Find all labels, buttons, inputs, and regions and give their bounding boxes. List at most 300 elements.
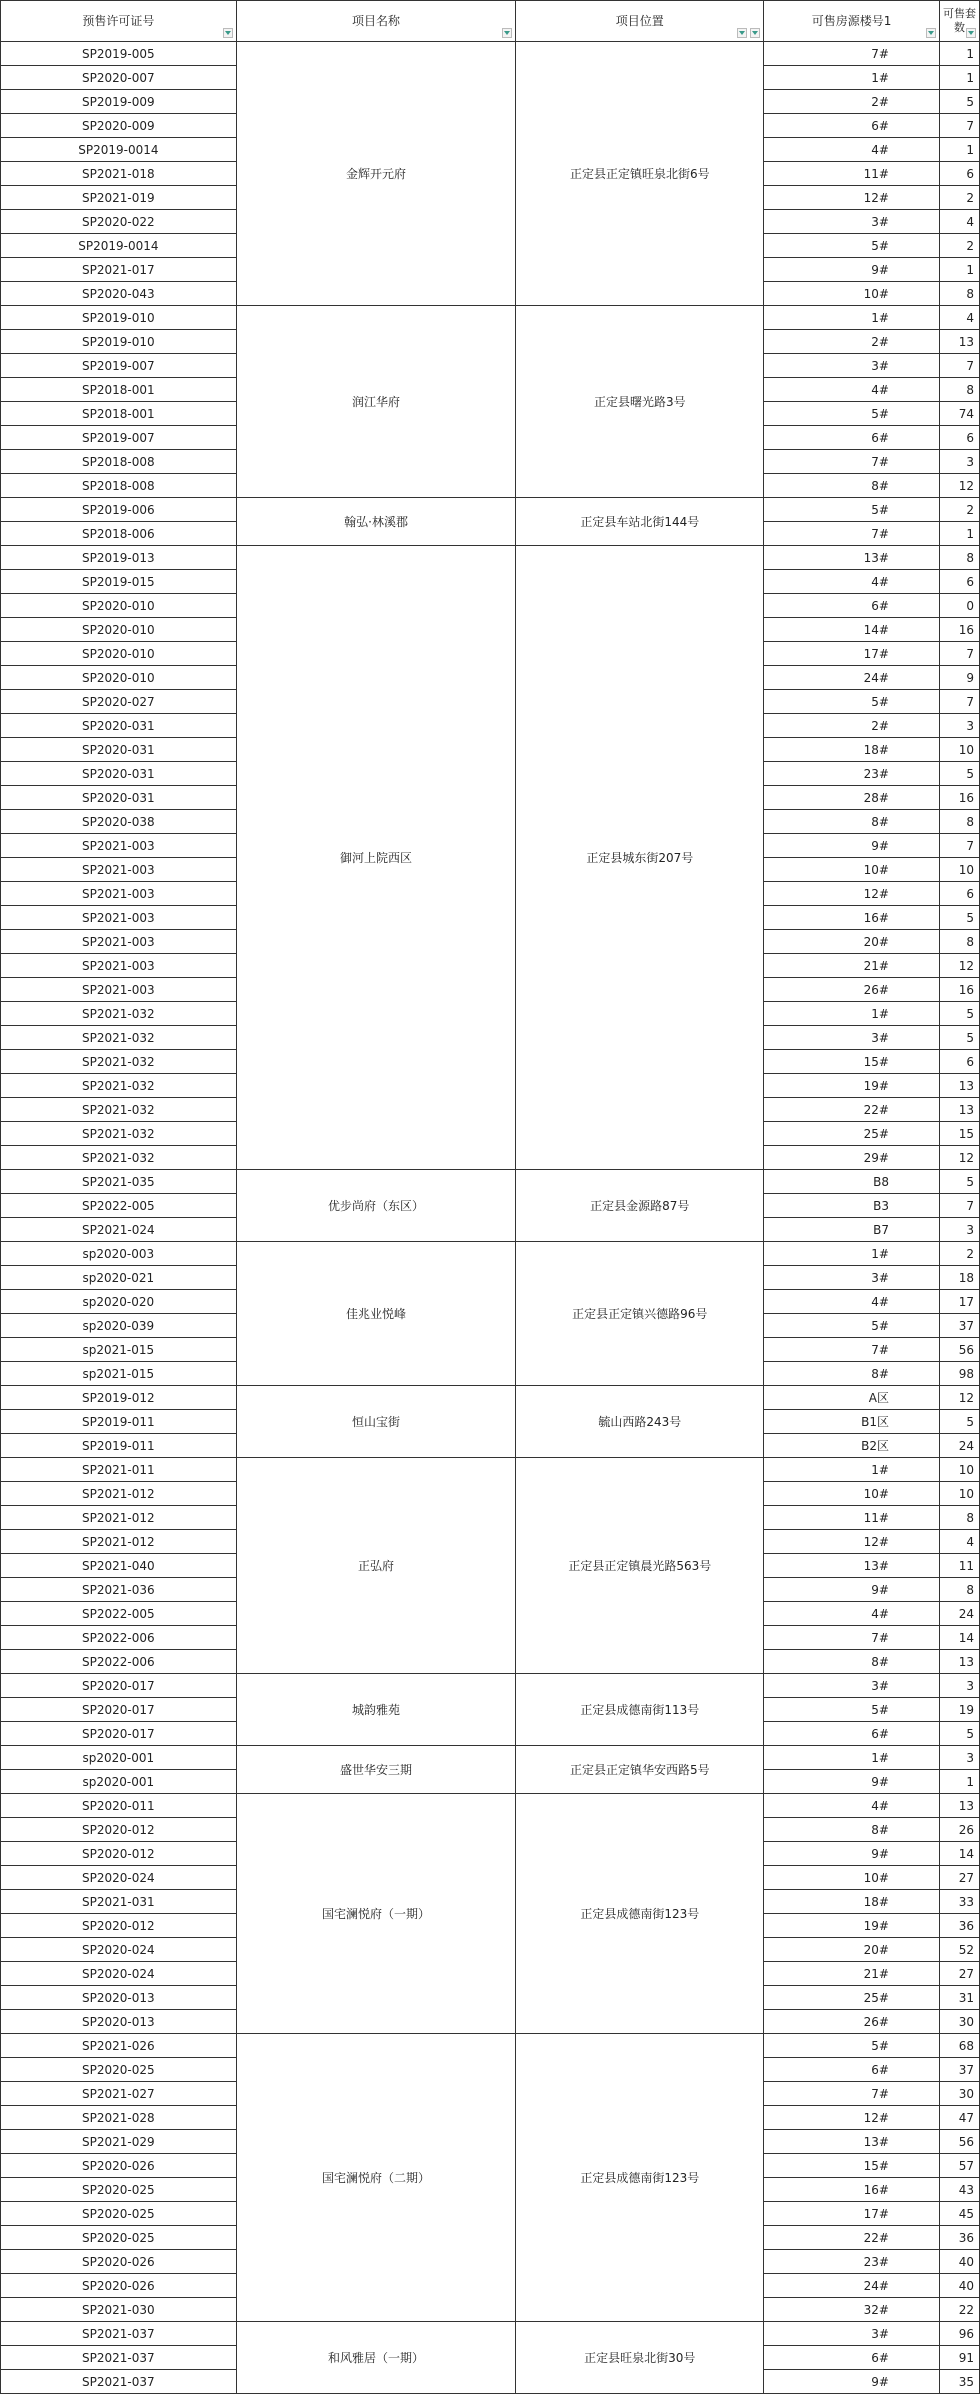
units-cell: 37 (939, 2058, 979, 2082)
building-cell: 26# (764, 978, 940, 1002)
permit-cell: SP2019-011 (1, 1410, 237, 1434)
project-name-cell: 国宅澜悦府（一期） (236, 1794, 516, 2034)
permit-cell: SP2020-013 (1, 2010, 237, 2034)
units-cell: 14 (939, 1842, 979, 1866)
header-project (236, 1, 516, 42)
units-cell: 98 (939, 1362, 979, 1386)
filter-dropdown-icon[interactable] (966, 28, 976, 38)
table-row (1, 498, 980, 522)
units-cell: 8 (939, 1578, 979, 1602)
building-cell: 29# (764, 1146, 940, 1170)
units-cell: 6 (939, 426, 979, 450)
project-name-cell: 御河上院西区 (236, 546, 516, 1170)
project-location-cell: 正定县成德南街113号 (516, 1674, 764, 1746)
units-cell: 1 (939, 1770, 979, 1794)
units-cell: 56 (939, 2130, 979, 2154)
units-cell: 5 (939, 90, 979, 114)
building-cell: 8# (764, 1362, 940, 1386)
permit-cell: SP2020-027 (1, 690, 237, 714)
permit-cell: SP2022-006 (1, 1650, 237, 1674)
permit-cell: SP2020-024 (1, 1962, 237, 1986)
permit-cell: SP2021-040 (1, 1554, 237, 1578)
permit-cell: SP2019-009 (1, 90, 237, 114)
permit-cell: SP2018-008 (1, 450, 237, 474)
building-cell: 11# (764, 1506, 940, 1530)
building-cell: B1区 (764, 1410, 940, 1434)
table-row (1, 1458, 980, 1482)
building-cell: 1# (764, 66, 940, 90)
units-cell: 27 (939, 1962, 979, 1986)
permit-cell: SP2020-012 (1, 1842, 237, 1866)
units-cell: 3 (939, 714, 979, 738)
building-cell: 11# (764, 162, 940, 186)
building-cell: 5# (764, 2034, 940, 2058)
project-name-cell: 优步尚府（东区） (236, 1170, 516, 1242)
units-cell: 13 (939, 1650, 979, 1674)
table-row (1, 2034, 980, 2058)
units-cell: 43 (939, 2178, 979, 2202)
building-cell: 32# (764, 2298, 940, 2322)
building-cell: 23# (764, 2250, 940, 2274)
permit-cell: SP2021-037 (1, 2346, 237, 2370)
project-location-cell: 正定县成德南街123号 (516, 2034, 764, 2322)
units-cell: 30 (939, 2082, 979, 2106)
building-cell: 4# (764, 378, 940, 402)
building-cell: 28# (764, 786, 940, 810)
permit-cell: SP2019-010 (1, 306, 237, 330)
project-location-cell: 正定县旺泉北街30号 (516, 2322, 764, 2394)
building-cell: 3# (764, 1266, 940, 1290)
units-cell: 4 (939, 1530, 979, 1554)
permit-cell: SP2021-003 (1, 858, 237, 882)
units-cell: 24 (939, 1602, 979, 1626)
permit-cell: SP2021-032 (1, 1074, 237, 1098)
permit-cell: SP2018-001 (1, 378, 237, 402)
building-cell: 8# (764, 474, 940, 498)
project-name-cell: 佳兆业悦峰 (236, 1242, 516, 1386)
units-cell: 2 (939, 186, 979, 210)
units-cell: 18 (939, 1266, 979, 1290)
permit-cell: SP2021-028 (1, 2106, 237, 2130)
project-location-cell: 正定县城东街207号 (516, 546, 764, 1170)
permit-cell: SP2020-026 (1, 2154, 237, 2178)
building-cell: A区 (764, 1386, 940, 1410)
permit-cell: SP2021-003 (1, 930, 237, 954)
units-cell: 3 (939, 1218, 979, 1242)
units-cell: 5 (939, 762, 979, 786)
permit-cell: SP2020-031 (1, 738, 237, 762)
building-cell: 22# (764, 1098, 940, 1122)
permit-cell: SP2020-010 (1, 642, 237, 666)
building-cell: 20# (764, 1938, 940, 1962)
project-location-cell: 正定县正定镇兴德路96号 (516, 1242, 764, 1386)
building-cell: 9# (764, 258, 940, 282)
permit-cell: SP2021-011 (1, 1458, 237, 1482)
building-cell: 8# (764, 810, 940, 834)
building-cell: 18# (764, 738, 940, 762)
permit-cell: SP2020-038 (1, 810, 237, 834)
permit-cell: SP2022-005 (1, 1602, 237, 1626)
units-cell: 10 (939, 858, 979, 882)
table-row (1, 1170, 980, 1194)
permit-cell: SP2020-007 (1, 66, 237, 90)
units-cell: 5 (939, 1410, 979, 1434)
permit-cell: SP2021-003 (1, 906, 237, 930)
permit-cell: SP2020-022 (1, 210, 237, 234)
header-project-label: 项目名称 (352, 14, 401, 28)
permit-cell: SP2020-017 (1, 1674, 237, 1698)
project-name-cell: 金辉开元府 (236, 42, 516, 306)
units-cell: 74 (939, 402, 979, 426)
units-cell: 14 (939, 1626, 979, 1650)
permit-cell: SP2019-015 (1, 570, 237, 594)
building-cell: 23# (764, 762, 940, 786)
filter-dropdown-icon[interactable] (926, 28, 936, 38)
permit-cell: SP2021-019 (1, 186, 237, 210)
permit-cell: SP2020-009 (1, 114, 237, 138)
permit-cell: SP2021-037 (1, 2322, 237, 2346)
project-location-cell: 正定县金源路87号 (516, 1170, 764, 1242)
building-cell: 3# (764, 1026, 940, 1050)
permit-cell: SP2021-032 (1, 1002, 237, 1026)
permit-cell: SP2018-008 (1, 474, 237, 498)
units-cell: 36 (939, 2226, 979, 2250)
permit-cell: SP2021-027 (1, 2082, 237, 2106)
header-building-label: 可售房源楼号1 (811, 14, 892, 28)
permit-cell: SP2019-0014 (1, 138, 237, 162)
units-cell: 36 (939, 1914, 979, 1938)
units-cell: 47 (939, 2106, 979, 2130)
permit-cell: SP2020-025 (1, 2202, 237, 2226)
building-cell: 7# (764, 2082, 940, 2106)
permit-cell: SP2021-017 (1, 258, 237, 282)
units-cell: 3 (939, 1746, 979, 1770)
units-cell: 10 (939, 738, 979, 762)
header-units-label: 可售套数 (942, 7, 976, 34)
permit-cell: SP2020-017 (1, 1722, 237, 1746)
permit-cell: SP2021-026 (1, 2034, 237, 2058)
building-cell: 21# (764, 954, 940, 978)
building-cell: 21# (764, 1962, 940, 1986)
units-cell: 4 (939, 210, 979, 234)
units-cell: 27 (939, 1866, 979, 1890)
permit-cell: SP2020-017 (1, 1698, 237, 1722)
permit-cell: SP2022-005 (1, 1194, 237, 1218)
units-cell: 13 (939, 1098, 979, 1122)
permit-cell: SP2020-031 (1, 762, 237, 786)
units-cell: 16 (939, 618, 979, 642)
units-cell: 5 (939, 1002, 979, 1026)
units-cell: 8 (939, 546, 979, 570)
units-cell: 5 (939, 1026, 979, 1050)
units-cell: 10 (939, 1458, 979, 1482)
units-cell: 6 (939, 1050, 979, 1074)
units-cell: 12 (939, 954, 979, 978)
table-body (1, 42, 980, 2394)
building-cell: 1# (764, 1002, 940, 1026)
building-cell: 19# (764, 1914, 940, 1938)
units-cell: 7 (939, 690, 979, 714)
building-cell: 14# (764, 618, 940, 642)
permit-cell: SP2021-031 (1, 1890, 237, 1914)
units-cell: 31 (939, 1986, 979, 2010)
units-cell: 96 (939, 2322, 979, 2346)
permit-cell: SP2020-031 (1, 714, 237, 738)
building-cell: 22# (764, 2226, 940, 2250)
building-cell: 5# (764, 1698, 940, 1722)
building-cell: 16# (764, 2178, 940, 2202)
permit-cell: SP2020-043 (1, 282, 237, 306)
permit-cell: SP2021-012 (1, 1530, 237, 1554)
permit-cell: SP2020-026 (1, 2274, 237, 2298)
table-row (1, 1242, 980, 1266)
building-cell: 20# (764, 930, 940, 954)
permit-cell: SP2021-003 (1, 834, 237, 858)
units-cell: 1 (939, 258, 979, 282)
units-cell: 5 (939, 1722, 979, 1746)
project-location-cell: 正定县正定镇旺泉北街6号 (516, 42, 764, 306)
units-cell: 6 (939, 882, 979, 906)
units-cell: 8 (939, 810, 979, 834)
table-row (1, 1386, 980, 1410)
permit-cell: SP2020-010 (1, 618, 237, 642)
units-cell: 40 (939, 2250, 979, 2274)
permit-cell: SP2020-025 (1, 2058, 237, 2082)
project-name-cell: 翰弘·林溪郡 (236, 498, 516, 546)
header-permit (1, 1, 237, 42)
building-cell: 15# (764, 1050, 940, 1074)
project-name-cell: 国宅澜悦府（二期） (236, 2034, 516, 2322)
building-cell: 5# (764, 234, 940, 258)
building-cell: 19# (764, 1074, 940, 1098)
units-cell: 33 (939, 1890, 979, 1914)
permit-cell: SP2021-012 (1, 1482, 237, 1506)
units-cell: 7 (939, 642, 979, 666)
project-location-cell: 正定县正定镇晨光路563号 (516, 1458, 764, 1674)
building-cell: 5# (764, 1314, 940, 1338)
permit-cell: SP2021-003 (1, 978, 237, 1002)
units-cell: 7 (939, 354, 979, 378)
permit-cell: SP2019-006 (1, 498, 237, 522)
permit-cell: SP2020-010 (1, 666, 237, 690)
permit-cell: SP2020-025 (1, 2226, 237, 2250)
permit-cell: SP2021-032 (1, 1122, 237, 1146)
permit-cell: SP2020-031 (1, 786, 237, 810)
building-cell: 12# (764, 2106, 940, 2130)
permit-cell: SP2019-012 (1, 1386, 237, 1410)
building-cell: 3# (764, 210, 940, 234)
building-cell: 7# (764, 1626, 940, 1650)
building-cell: 6# (764, 2346, 940, 2370)
project-location-cell: 毓山西路243号 (516, 1386, 764, 1458)
building-cell: 24# (764, 2274, 940, 2298)
filter-dropdown-icon[interactable] (737, 28, 747, 38)
table-row (1, 546, 980, 570)
units-cell: 17 (939, 1290, 979, 1314)
units-cell: 8 (939, 1506, 979, 1530)
permit-cell: sp2020-001 (1, 1746, 237, 1770)
units-cell: 16 (939, 786, 979, 810)
permit-cell: SP2019-013 (1, 546, 237, 570)
filter-dropdown-icon[interactable] (750, 28, 760, 38)
units-cell: 6 (939, 570, 979, 594)
building-cell: 6# (764, 1722, 940, 1746)
building-cell: 4# (764, 1290, 940, 1314)
permit-cell: SP2019-010 (1, 330, 237, 354)
units-cell: 8 (939, 282, 979, 306)
permit-cell: SP2021-030 (1, 2298, 237, 2322)
building-cell: B3 (764, 1194, 940, 1218)
units-cell: 12 (939, 1146, 979, 1170)
building-cell: 13# (764, 2130, 940, 2154)
building-cell: 10# (764, 858, 940, 882)
building-cell: 13# (764, 546, 940, 570)
project-location-cell: 正定县成德南街123号 (516, 1794, 764, 2034)
building-cell: 18# (764, 1890, 940, 1914)
permit-cell: SP2020-012 (1, 1914, 237, 1938)
building-cell: 25# (764, 1122, 940, 1146)
project-name-cell: 恒山宝街 (236, 1386, 516, 1458)
units-cell: 45 (939, 2202, 979, 2226)
permit-cell: SP2019-007 (1, 426, 237, 450)
building-cell: 10# (764, 282, 940, 306)
units-cell: 11 (939, 1554, 979, 1578)
table-row (1, 1746, 980, 1770)
building-cell: 4# (764, 1794, 940, 1818)
permit-cell: SP2021-029 (1, 2130, 237, 2154)
header-location (516, 1, 764, 42)
units-cell: 40 (939, 2274, 979, 2298)
permit-cell: SP2019-005 (1, 42, 237, 66)
building-cell: 1# (764, 306, 940, 330)
permit-cell: sp2021-015 (1, 1338, 237, 1362)
units-cell: 12 (939, 1386, 979, 1410)
units-cell: 1 (939, 522, 979, 546)
units-cell: 3 (939, 450, 979, 474)
building-cell: 6# (764, 114, 940, 138)
permit-cell: SP2020-026 (1, 2250, 237, 2274)
building-cell: 3# (764, 354, 940, 378)
building-cell: 1# (764, 1242, 940, 1266)
building-cell: 9# (764, 2370, 940, 2394)
units-cell: 3 (939, 1674, 979, 1698)
building-cell: 5# (764, 690, 940, 714)
building-cell: 8# (764, 1650, 940, 1674)
permit-cell: sp2020-039 (1, 1314, 237, 1338)
units-cell: 12 (939, 474, 979, 498)
permit-cell: SP2018-001 (1, 402, 237, 426)
building-cell: B8 (764, 1170, 940, 1194)
units-cell: 2 (939, 234, 979, 258)
filter-dropdown-icon[interactable] (502, 28, 512, 38)
units-cell: 57 (939, 2154, 979, 2178)
building-cell: 9# (764, 1842, 940, 1866)
building-cell: 1# (764, 1458, 940, 1482)
table-row (1, 1794, 980, 1818)
permit-cell: sp2021-015 (1, 1362, 237, 1386)
units-cell: 8 (939, 378, 979, 402)
units-cell: 2 (939, 498, 979, 522)
building-cell: 9# (764, 834, 940, 858)
units-cell: 1 (939, 138, 979, 162)
units-cell: 2 (939, 1242, 979, 1266)
building-cell: 17# (764, 2202, 940, 2226)
units-cell: 10 (939, 1482, 979, 1506)
project-name-cell: 润江华府 (236, 306, 516, 498)
project-location-cell: 正定县正定镇华安西路5号 (516, 1746, 764, 1794)
building-cell: 10# (764, 1482, 940, 1506)
building-cell: B2区 (764, 1434, 940, 1458)
building-cell: 16# (764, 906, 940, 930)
permit-cell: SP2021-035 (1, 1170, 237, 1194)
units-cell: 16 (939, 978, 979, 1002)
building-cell: 15# (764, 2154, 940, 2178)
permit-cell: SP2020-010 (1, 594, 237, 618)
permit-cell: SP2021-003 (1, 882, 237, 906)
building-cell: 3# (764, 1674, 940, 1698)
units-cell: 4 (939, 306, 979, 330)
permit-cell: SP2021-024 (1, 1218, 237, 1242)
building-cell: 7# (764, 42, 940, 66)
units-cell: 5 (939, 906, 979, 930)
permit-cell: SP2021-032 (1, 1146, 237, 1170)
building-cell: 6# (764, 426, 940, 450)
permit-cell: SP2020-025 (1, 2178, 237, 2202)
permit-cell: SP2021-018 (1, 162, 237, 186)
permit-cell: SP2020-024 (1, 1938, 237, 1962)
permit-cell: SP2021-036 (1, 1578, 237, 1602)
header-permit-label: 预售许可证号 (82, 14, 155, 28)
permit-cell: SP2019-0014 (1, 234, 237, 258)
permit-cell: SP2021-012 (1, 1506, 237, 1530)
units-cell: 5 (939, 1170, 979, 1194)
building-cell: 2# (764, 714, 940, 738)
table-row (1, 42, 980, 66)
building-cell: 6# (764, 594, 940, 618)
project-name-cell: 盛世华安三期 (236, 1746, 516, 1794)
units-cell: 37 (939, 1314, 979, 1338)
header-row (1, 1, 980, 42)
units-cell: 13 (939, 1794, 979, 1818)
permit-cell: SP2021-032 (1, 1050, 237, 1074)
permit-cell: sp2020-021 (1, 1266, 237, 1290)
permit-cell: sp2020-020 (1, 1290, 237, 1314)
building-cell: 9# (764, 1578, 940, 1602)
project-location-cell: 正定县曙光路3号 (516, 306, 764, 498)
units-cell: 7 (939, 834, 979, 858)
building-cell: 9# (764, 1770, 940, 1794)
units-cell: 56 (939, 1338, 979, 1362)
permit-cell: SP2022-006 (1, 1626, 237, 1650)
project-name-cell: 城韵雅苑 (236, 1674, 516, 1746)
building-cell: 6# (764, 2058, 940, 2082)
permit-cell: SP2021-037 (1, 2370, 237, 2394)
project-name-cell: 和风雅居（一期） (236, 2322, 516, 2394)
building-cell: 12# (764, 882, 940, 906)
units-cell: 24 (939, 1434, 979, 1458)
permit-cell: SP2019-011 (1, 1434, 237, 1458)
units-cell: 1 (939, 66, 979, 90)
header-units (939, 1, 979, 42)
building-cell: 8# (764, 1818, 940, 1842)
permit-cell: sp2020-003 (1, 1242, 237, 1266)
units-cell: 9 (939, 666, 979, 690)
building-cell: 3# (764, 2322, 940, 2346)
project-location-cell: 正定县车站北街144号 (516, 498, 764, 546)
building-cell: 2# (764, 90, 940, 114)
permit-cell: SP2020-024 (1, 1866, 237, 1890)
filter-dropdown-icon[interactable] (223, 28, 233, 38)
